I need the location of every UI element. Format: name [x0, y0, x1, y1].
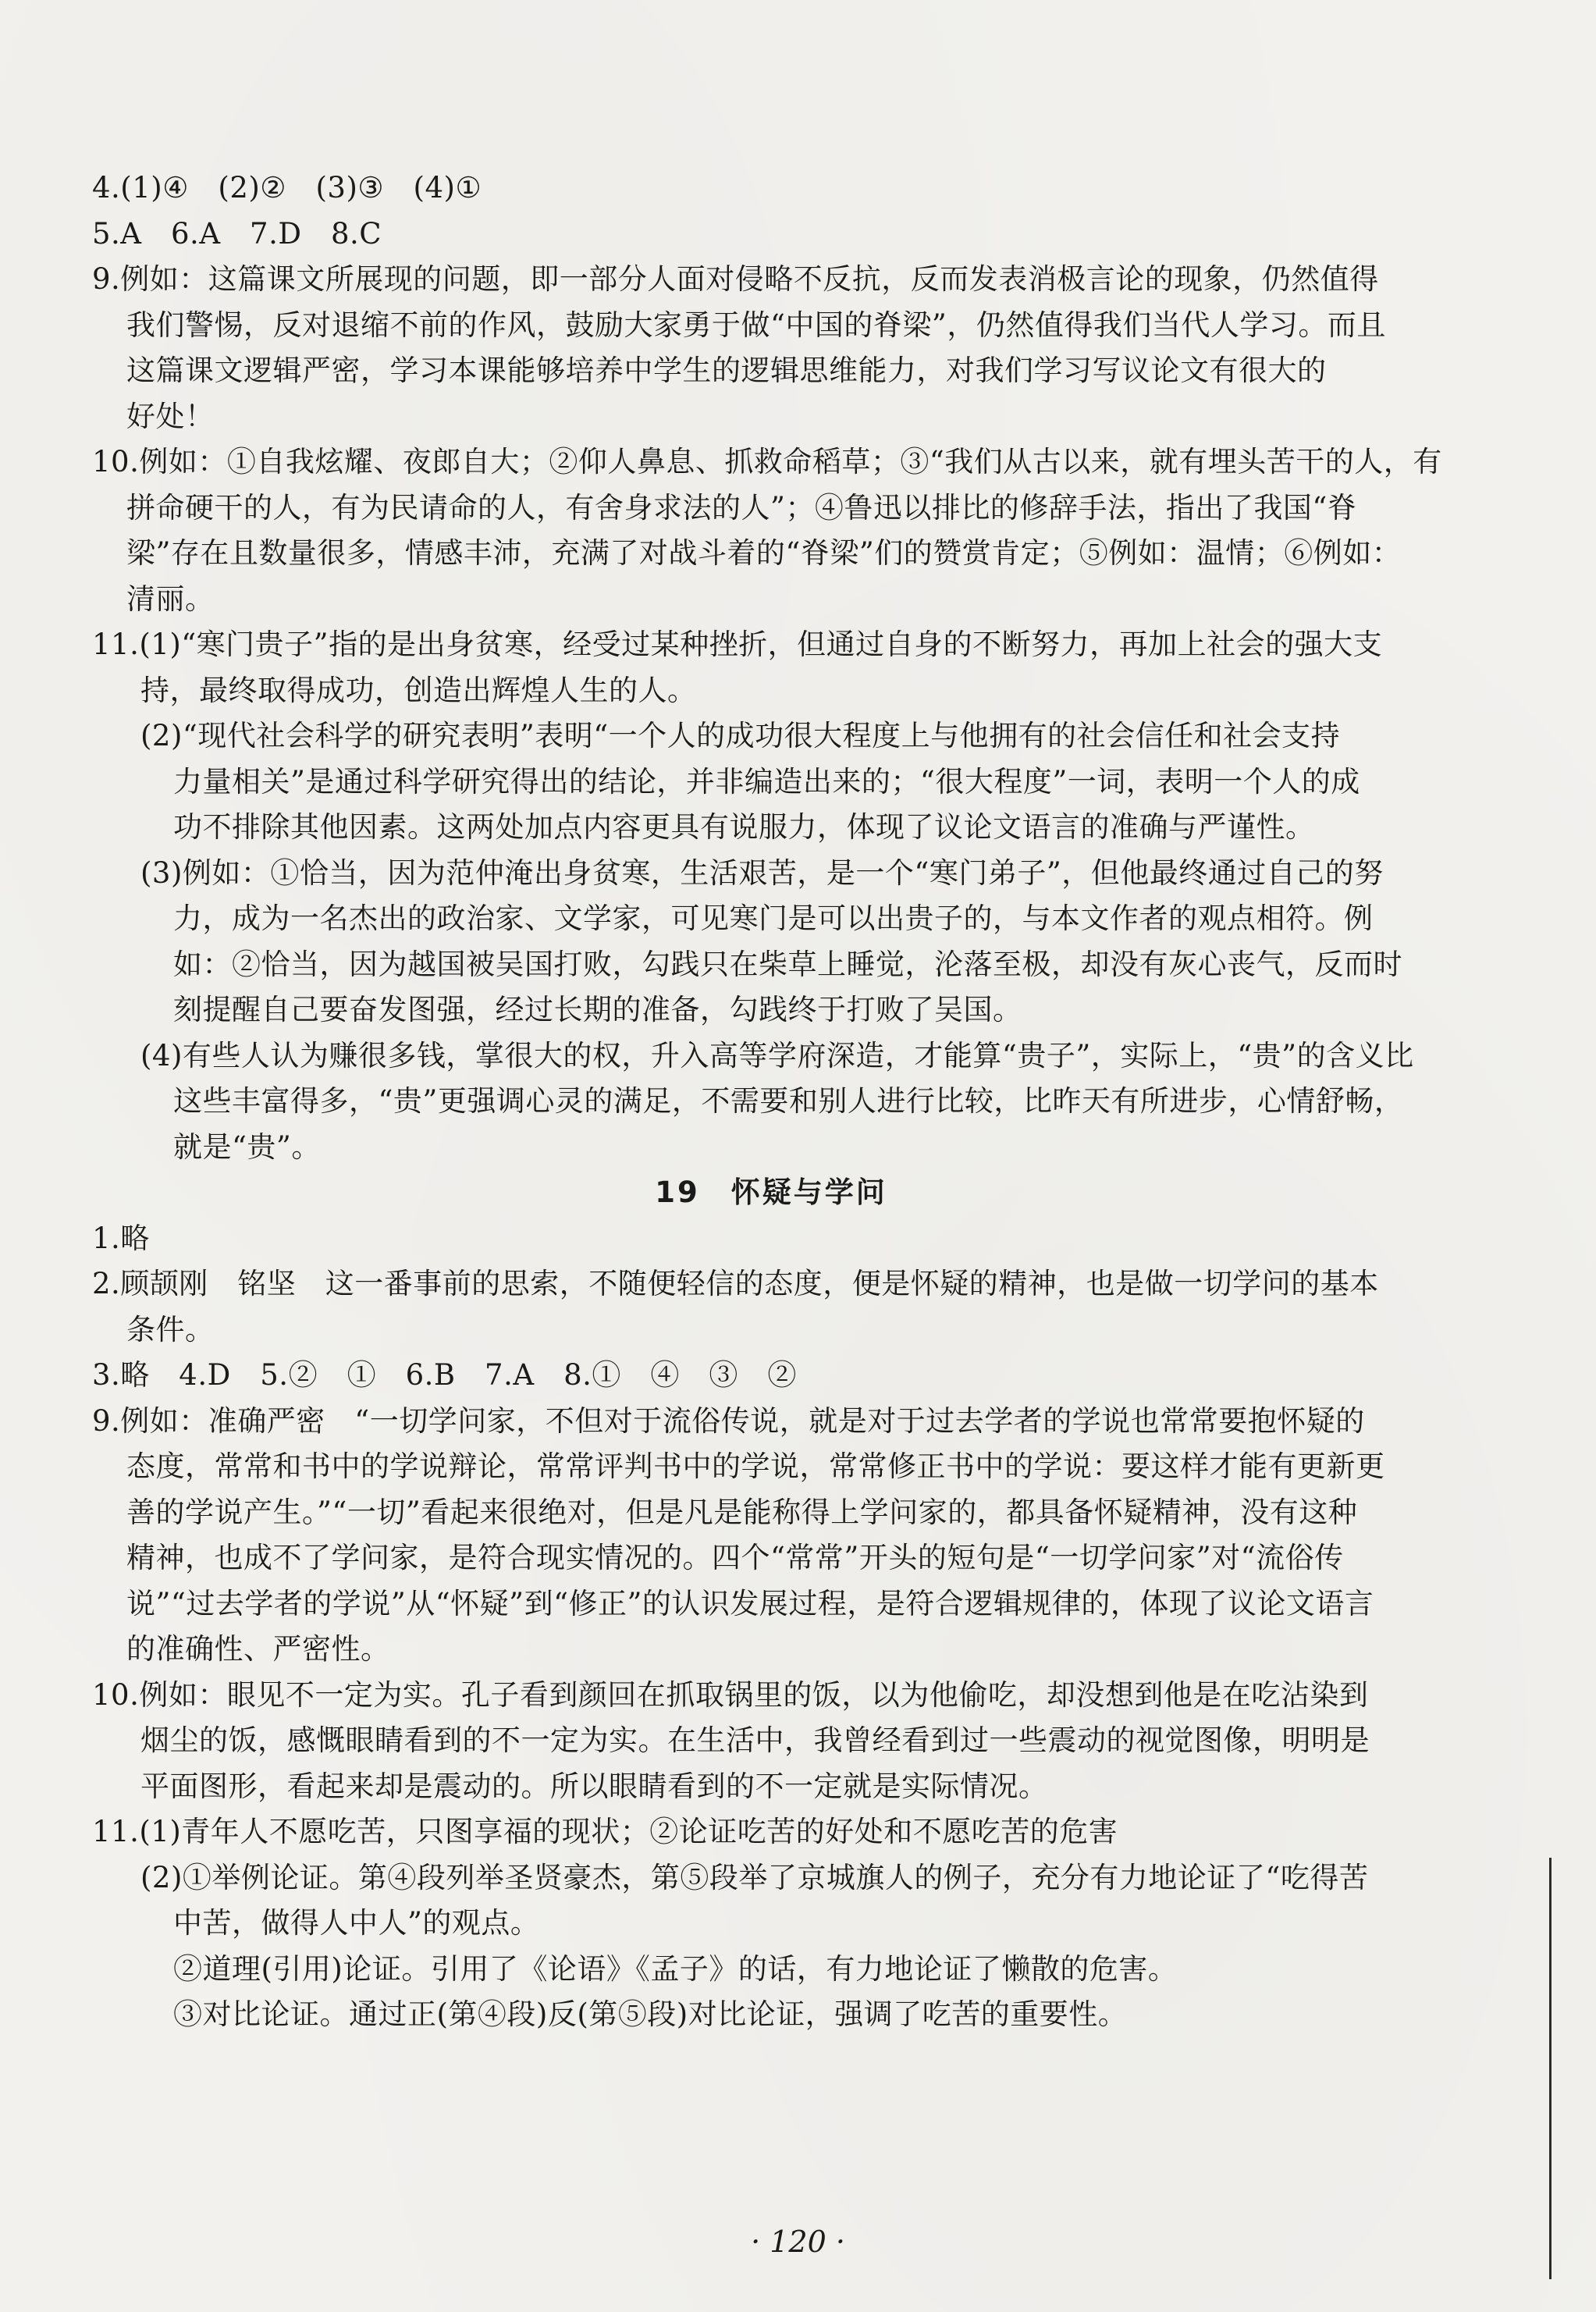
text-line: 4.(1)④ (2)② (3)③ (4)①	[92, 171, 482, 205]
text-line: (2)①举例论证。第④段列举圣贤豪杰，第⑤段举了京城旗人的例子，充分有力地论证了“吃得苦	[140, 1860, 1369, 1894]
section-title: 19 怀疑与学问	[655, 1176, 887, 1209]
page-number: · 120 ·	[751, 2225, 845, 2259]
answer-text-body	[92, 165, 1442, 2038]
text-line: (4)有些人认为赚很多钱，掌很大的权，升入高等学府深造，才能算“贵子”，实际上，“贵”的含义比	[140, 1038, 1414, 1072]
text-line: 精神，也成不了学问家，是符合现实情况的。四个“常常”开头的短句是“一切学问家”对“流俗传	[126, 1541, 1344, 1574]
text-line: 9.例如：准确严密 “一切学问家，不但对于流俗传说，就是对于过去学者的学说也常常要抱怀疑的	[92, 1403, 1365, 1438]
text-line: 1.略	[92, 1221, 150, 1255]
text-line: 清丽。	[126, 582, 215, 616]
text-line: 态度，常常和书中的学说辩论，常常评判书中的学说，常常修正书中的学说：要这样才能有更新更	[126, 1449, 1385, 1483]
text-line: 梁”存在且数量很多，情感丰沛，充满了对战斗着的“脊梁”们的赞赏肯定；⑤例如：温情；⑥例如：	[126, 536, 1402, 570]
text-line: 如：②恰当，因为越国被吴国打败，勾践只在柴草上睡觉，沦落至极，却没有灰心丧气，反而时	[173, 947, 1402, 981]
text-line: 5.A 6.A 7.D 8.C	[92, 216, 382, 251]
text-line: 11.(1)“寒门贵子”指的是出身贫寒，经受过某种挫折，但通过自身的不断努力，再加上社会的强大支	[92, 628, 1383, 661]
scan-edge-line	[1549, 1858, 1552, 2279]
text-line: 善的学说产生。”“一切”看起来很绝对，但是凡是能称得上学问家的，都具备怀疑精神，没有这种	[126, 1495, 1358, 1529]
text-line: 10.例如：①自我炫耀、夜郎自大；②仰人鼻息、抓救命稻草；③“我们从古以来，就有埋头苦干的人，有	[92, 445, 1442, 478]
text-line: 中苦，做得人中人”的观点。	[173, 1906, 540, 1940]
text-line: 功不排除其他因素。这两处加点内容更具有说服力，体现了议论文语言的准确与严谨性。	[173, 810, 1315, 844]
text-line: 2.顾颉刚 铭坚 这一番事前的思索，不随便轻信的态度，便是怀疑的精神，也是做一切学问的基本	[92, 1267, 1379, 1300]
text-line: 持，最终取得成功，创造出辉煌人生的人。	[140, 673, 697, 707]
text-line: 11.(1)青年人不愿吃苦，只图享福的现状；②论证吃苦的好处和不愿吃苦的危害	[92, 1815, 1118, 1848]
text-line: (3)例如：①恰当，因为范仲淹出身贫寒，生活艰苦，是一个“寒门弟子”，但他最终通过自己的努	[140, 855, 1384, 890]
text-line: 烟尘的饭，感慨眼睛看到的不一定为实。在生活中，我曾经看到过一些震动的视觉图像，明明是	[140, 1723, 1370, 1757]
text-line: ②道理(引用)论证。引用了《论语》《孟子》的话，有力地论证了懒散的危害。	[173, 1951, 1178, 1986]
text-line: 刻提醒自己要奋发图强，经过长期的准备，勾践终于打败了吴国。	[173, 993, 1022, 1026]
text-line: 的准确性、严密性。	[126, 1632, 390, 1666]
text-line: 说”“过去学者的学说”从“怀疑”到“修正”的认识发展过程，是符合逻辑规律的，体现了议论文语言	[126, 1586, 1374, 1620]
text-line: 好处！	[126, 399, 215, 433]
text-line: 拼命硬干的人，有为民请命的人，有舍身求法的人”；④鲁迅以排比的修辞手法，指出了我国“脊	[126, 490, 1357, 525]
text-line: 3.略 4.D 5.② ① 6.B 7.A 8.① ④ ③ ②	[92, 1358, 797, 1392]
text-line: 这些丰富得多，“贵”更强调心灵的满足，不需要和别人进行比较，比昨天有所进步，心情舒畅，	[173, 1084, 1404, 1118]
text-line: 力，成为一名杰出的政治家、文学家，可见寒门是可以出贵子的，与本文作者的观点相符。例	[173, 902, 1374, 935]
text-line: 平面图形，看起来却是震动的。所以眼睛看到的不一定就是实际情况。	[140, 1769, 1048, 1803]
text-line: 9.例如：这篇课文所展现的问题，即一部分人面对侵略不反抗，反而发表消极言论的现象，仍然值得	[92, 262, 1379, 296]
text-line: 这篇课文逻辑严密，学习本课能够培养中学生的逻辑思维能力，对我们学习写议论文有很大的	[126, 354, 1327, 387]
text-line: 10.例如：眼见不一定为实。孔子看到颜回在抓取锅里的饭，以为他偷吃，却没想到他是在吃沾染到	[92, 1677, 1369, 1712]
text-line: 力量相关”是通过科学研究得出的结论，并非编造出来的；“很大程度”一词，表明一个人的成	[173, 764, 1360, 799]
text-line: 条件。	[126, 1312, 215, 1346]
text-line: 就是“贵”。	[173, 1129, 321, 1164]
text-line: 我们警惕，反对退缩不前的作风，鼓励大家勇于做“中国的脊梁”，仍然值得我们当代人学习。而且	[126, 308, 1386, 342]
text-line: (2)“现代社会科学的研究表明”表明“一个人的成功很大程度上与他拥有的社会信任和社会支持	[140, 719, 1341, 752]
text-line: ③对比论证。通过正(第④段)反(第⑤段)对比论证，强调了吃苦的重要性。	[173, 1997, 1128, 2031]
